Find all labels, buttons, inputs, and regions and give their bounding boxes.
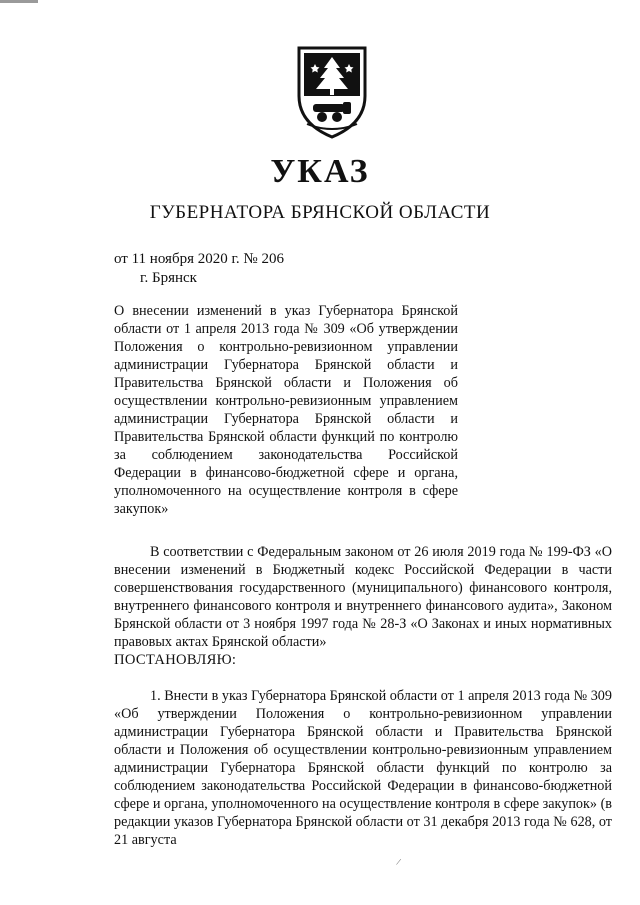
decree-word: ПОСТАНОВЛЯЮ:	[114, 652, 237, 668]
document-body	[114, 543, 612, 849]
document-preamble: О внесении изменений в указ Губернатора Брянской области от 1 апреля 2013 года № 309 «Об утверждении Положения о контрольно-ревизионном управлении администрации Губернатора Брянской области и Правительства Брянской области и Положения об осуществлении контрольно-ревизионным управлением администрации Губернатора Брянской области и Правительства Брянской области функций по контролю за соблюдением законодательства Российской Федерации в финансово-бюджетной сфере и органа, уполномоченного на осуществление контроля в сфере закупок»	[114, 303, 458, 517]
document-city: г. Брянск	[140, 270, 197, 286]
item-1-paragraph: 1. Внести в указ Губернатора Брянской области от 1 апреля 2013 года № 309 «Об утверждении Положения о контрольно-ревизионном управлении администрации Губернатора Брянской области и Правительства Брянской области и Положения об осуществлении контрольно-ревизионным управлением администрации Губернатора Брянской области функций по контролю за соблюдением законодательства Российской Федерации в финансово-бюджетной сфере и органа, уполномоченного на осуществление контроля в сфере закупок» (в редакции указов Губернатора Брянской области от 31 декабря 2013 года № 628, от 21 августа	[114, 688, 612, 848]
document-dateline: от 11 ноября 2020 г. № 206	[114, 251, 284, 267]
document-subtitle: ГУБЕРНАТОРА БРЯНСКОЙ ОБЛАСТИ	[149, 202, 491, 223]
bryansk-coat-of-arms-icon	[295, 44, 369, 140]
scan-speck: /	[395, 856, 402, 869]
scan-corner-mark	[0, 0, 38, 3]
document-title: УКАЗ	[270, 153, 370, 190]
basis-paragraph: В соответствии с Федеральным законом от 26 июля 2019 года № 199-ФЗ «О внесении изменений в Бюджетный кодекс Российской Федерации в части совершенствования государственного (муниципального) финансового контроля, внутреннего финансового контроля и внутреннего финансового аудита», Законом Брянской области от 3 ноября 1997 года № 28-З «О Законах и иных нормативных правовых актах Брянской области»	[114, 544, 612, 650]
